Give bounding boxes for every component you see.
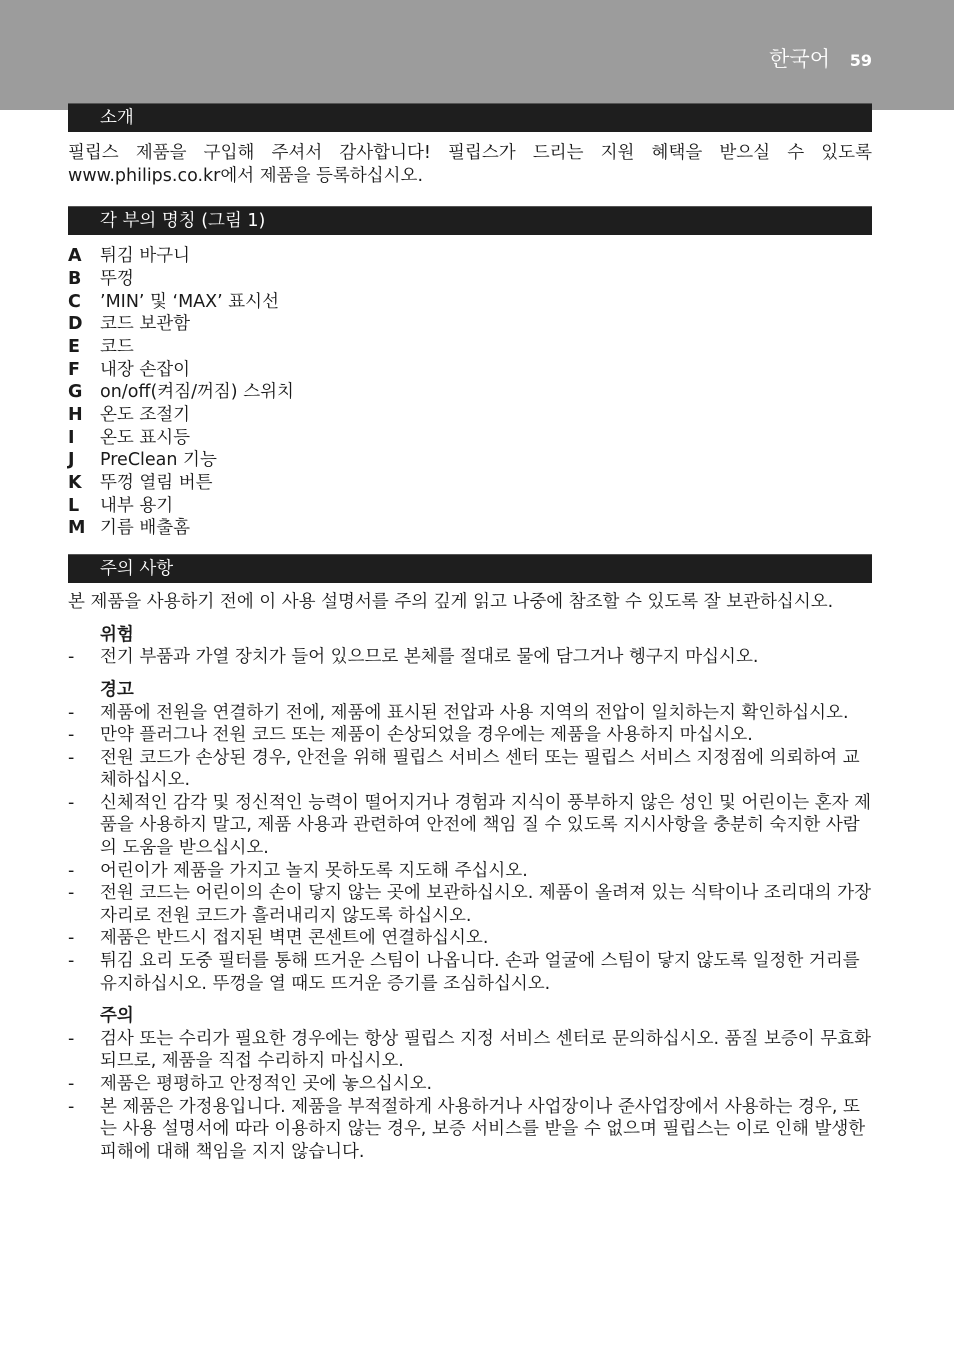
bullet-text: 제품은 반드시 접지된 벽면 콘센트에 연결하십시오. xyxy=(100,928,489,949)
part-item xyxy=(68,404,872,427)
notice-heading: 주의 xyxy=(100,1006,134,1027)
danger-heading: 위험 xyxy=(100,624,134,645)
manual-content xyxy=(68,103,872,1163)
part-label: 코드 보관함 xyxy=(100,314,191,335)
bullet-item xyxy=(68,792,872,860)
bullet-item xyxy=(68,860,872,883)
part-letter: M xyxy=(68,518,86,539)
part-item xyxy=(68,472,872,495)
part-item xyxy=(68,336,872,359)
bullet-dash: - xyxy=(68,725,75,746)
page-header-band xyxy=(0,0,954,110)
bullet-dash: - xyxy=(68,647,75,668)
part-item xyxy=(68,495,872,518)
bullet-item xyxy=(68,1096,872,1164)
bullet-text: 본 제품은 가정용입니다. 제품을 부적절하게 사용하거나 사업장이나 준사업장에서 사용하는 경우, 또는 사용 설명서에 따라 이용하지 않는 경우, 보증 서비스를 받을 수 없으며 필립스는 이로 인해 발생한 피해에 대해 책임을 지지 않습니다. xyxy=(100,1096,866,1162)
bullet-item xyxy=(68,702,872,725)
part-label: 뚜껑 열림 버튼 xyxy=(100,473,213,494)
bullet-dash: - xyxy=(68,860,75,881)
part-label: 온도 조절기 xyxy=(100,405,191,425)
part-letter: B xyxy=(68,268,82,289)
bullet-item xyxy=(68,1028,872,1073)
bullet-text: 만약 플러그나 전원 코드 또는 제품이 손상되었을 경우에는 제품을 사용하지 마십시오. xyxy=(100,725,753,746)
part-item xyxy=(68,313,872,336)
warning-list xyxy=(68,702,872,996)
part-label: on/off(켜짐/꺼짐) 스위치 xyxy=(100,382,294,403)
bullet-dash: - xyxy=(68,702,75,723)
part-letter: F xyxy=(68,359,80,380)
part-item xyxy=(68,517,872,540)
bullet-dash: - xyxy=(68,928,75,949)
danger-list xyxy=(68,646,872,669)
part-item xyxy=(68,245,872,268)
language-label: 한국어 xyxy=(769,47,830,71)
part-letter: E xyxy=(68,336,80,357)
parts-list xyxy=(68,245,872,540)
part-letter: L xyxy=(68,495,80,516)
bullet-dash: - xyxy=(68,1074,75,1094)
part-item xyxy=(68,427,872,450)
bullet-dash: - xyxy=(68,883,75,904)
part-label: 기름 배출홈 xyxy=(100,518,191,539)
part-label: PreClean 기능 xyxy=(100,450,217,471)
part-letter: H xyxy=(68,405,83,425)
part-label: 튀김 바구니 xyxy=(100,246,191,267)
notice-list xyxy=(68,1028,872,1164)
part-letter: D xyxy=(68,314,83,335)
part-letter: A xyxy=(68,246,82,267)
bullet-dash: - xyxy=(68,747,75,768)
bullet-text: 전원 코드는 어린이의 손이 닿지 않는 곳에 보관하십시오. 제품이 올려져 있는 식탁이나 조리대의 가장자리로 전원 코드가 흘러내리지 않도록 하십시오. xyxy=(100,883,871,926)
bullet-text: 튀김 요리 도중 필터를 통해 뜨거운 스팀이 나옵니다. 손과 얼굴에 스팀이 닿지 않도록 일정한 거리를 유지하십시오. 뚜껑을 열 때도 뜨거운 증기를 조심하십시오. xyxy=(100,951,860,994)
bullet-text: 제품에 전원을 연결하기 전에, 제품에 표시된 전압과 사용 지역의 전압이 일치하는지 확인하십시오. xyxy=(100,702,849,723)
bullet-text: 검사 또는 수리가 필요한 경우에는 항상 필립스 지정 서비스 센터로 문의하십시오. 품질 보증이 무효화되므로, 제품을 직접 수리하지 마십시오. xyxy=(100,1028,871,1072)
bullet-text: 제품은 평평하고 안정적인 곳에 놓으십시오. xyxy=(100,1074,433,1094)
page-number: 59 xyxy=(849,51,872,70)
intro-text: 필립스 제품을 구입해 주셔서 감사합니다! 필립스가 드리는 지원 혜택을 받으실 수 있도록 www.philips.co.kr에서 제품을 등록하십시오. xyxy=(68,143,872,186)
bullet-text: 어린이가 제품을 가지고 놀지 못하도록 지도해 주십시오. xyxy=(100,860,528,881)
part-letter: K xyxy=(68,473,82,494)
bullet-item xyxy=(68,927,872,950)
bullet-text: 신체적인 감각 및 정신적인 능력이 떨어지거나 경험과 지식이 풍부하지 않은 성인 및 어린이는 혼자 제품을 사용하지 말고, 제품 사용과 관련하여 안전에 책임 질 수 있도록 지시사항을 충분히 숙지한 사람의 도움을 받으십시오. xyxy=(100,792,871,859)
part-letter: C xyxy=(68,291,81,312)
bullet-text: 전원 코드가 손상된 경우, 안전을 위해 필립스 서비스 센터 또는 필립스 서비스 지정점에 의뢰하여 교체하십시오. xyxy=(100,747,860,791)
caution-text: 본 제품을 사용하기 전에 이 사용 설명서를 주의 깊게 읽고 나중에 참조할 수 있도록 잘 보관하십시오. xyxy=(68,592,834,613)
bullet-text: 전기 부품과 가열 장치가 들어 있으므로 본체를 절대로 물에 담그거나 헹구지 마십시오. xyxy=(100,647,759,668)
part-item xyxy=(68,268,872,291)
section-title-parts: 각 부의 명칭 (그림 1) xyxy=(68,206,872,235)
part-label: 뚜껑 xyxy=(100,268,134,289)
section-title-caution: 주의 사항 xyxy=(68,554,872,583)
part-label: 내장 손잡이 xyxy=(100,359,191,380)
bullet-item xyxy=(68,646,872,669)
bullet-item xyxy=(68,747,872,792)
warning-heading: 경고 xyxy=(100,679,134,700)
part-letter: G xyxy=(68,382,83,403)
bullet-dash: - xyxy=(68,792,75,813)
part-item xyxy=(68,291,872,314)
part-label: 온도 표시등 xyxy=(100,427,191,448)
part-item xyxy=(68,449,872,472)
part-letter: I xyxy=(68,427,75,448)
bullet-dash: - xyxy=(68,1096,75,1117)
bullet-item xyxy=(68,1073,872,1096)
part-label: ’MIN’ 및 ‘MAX’ 표시선 xyxy=(100,291,279,312)
bullet-item xyxy=(68,724,872,747)
part-letter: J xyxy=(68,450,75,471)
bullet-dash: - xyxy=(68,1028,75,1049)
section-title-intro: 소개 xyxy=(68,103,872,132)
part-item xyxy=(68,359,872,382)
bullet-item xyxy=(68,882,872,927)
part-label: 코드 xyxy=(100,336,134,357)
bullet-item xyxy=(68,950,872,995)
bullet-dash: - xyxy=(68,951,75,972)
part-item xyxy=(68,381,872,404)
part-label: 내부 용기 xyxy=(100,495,174,516)
